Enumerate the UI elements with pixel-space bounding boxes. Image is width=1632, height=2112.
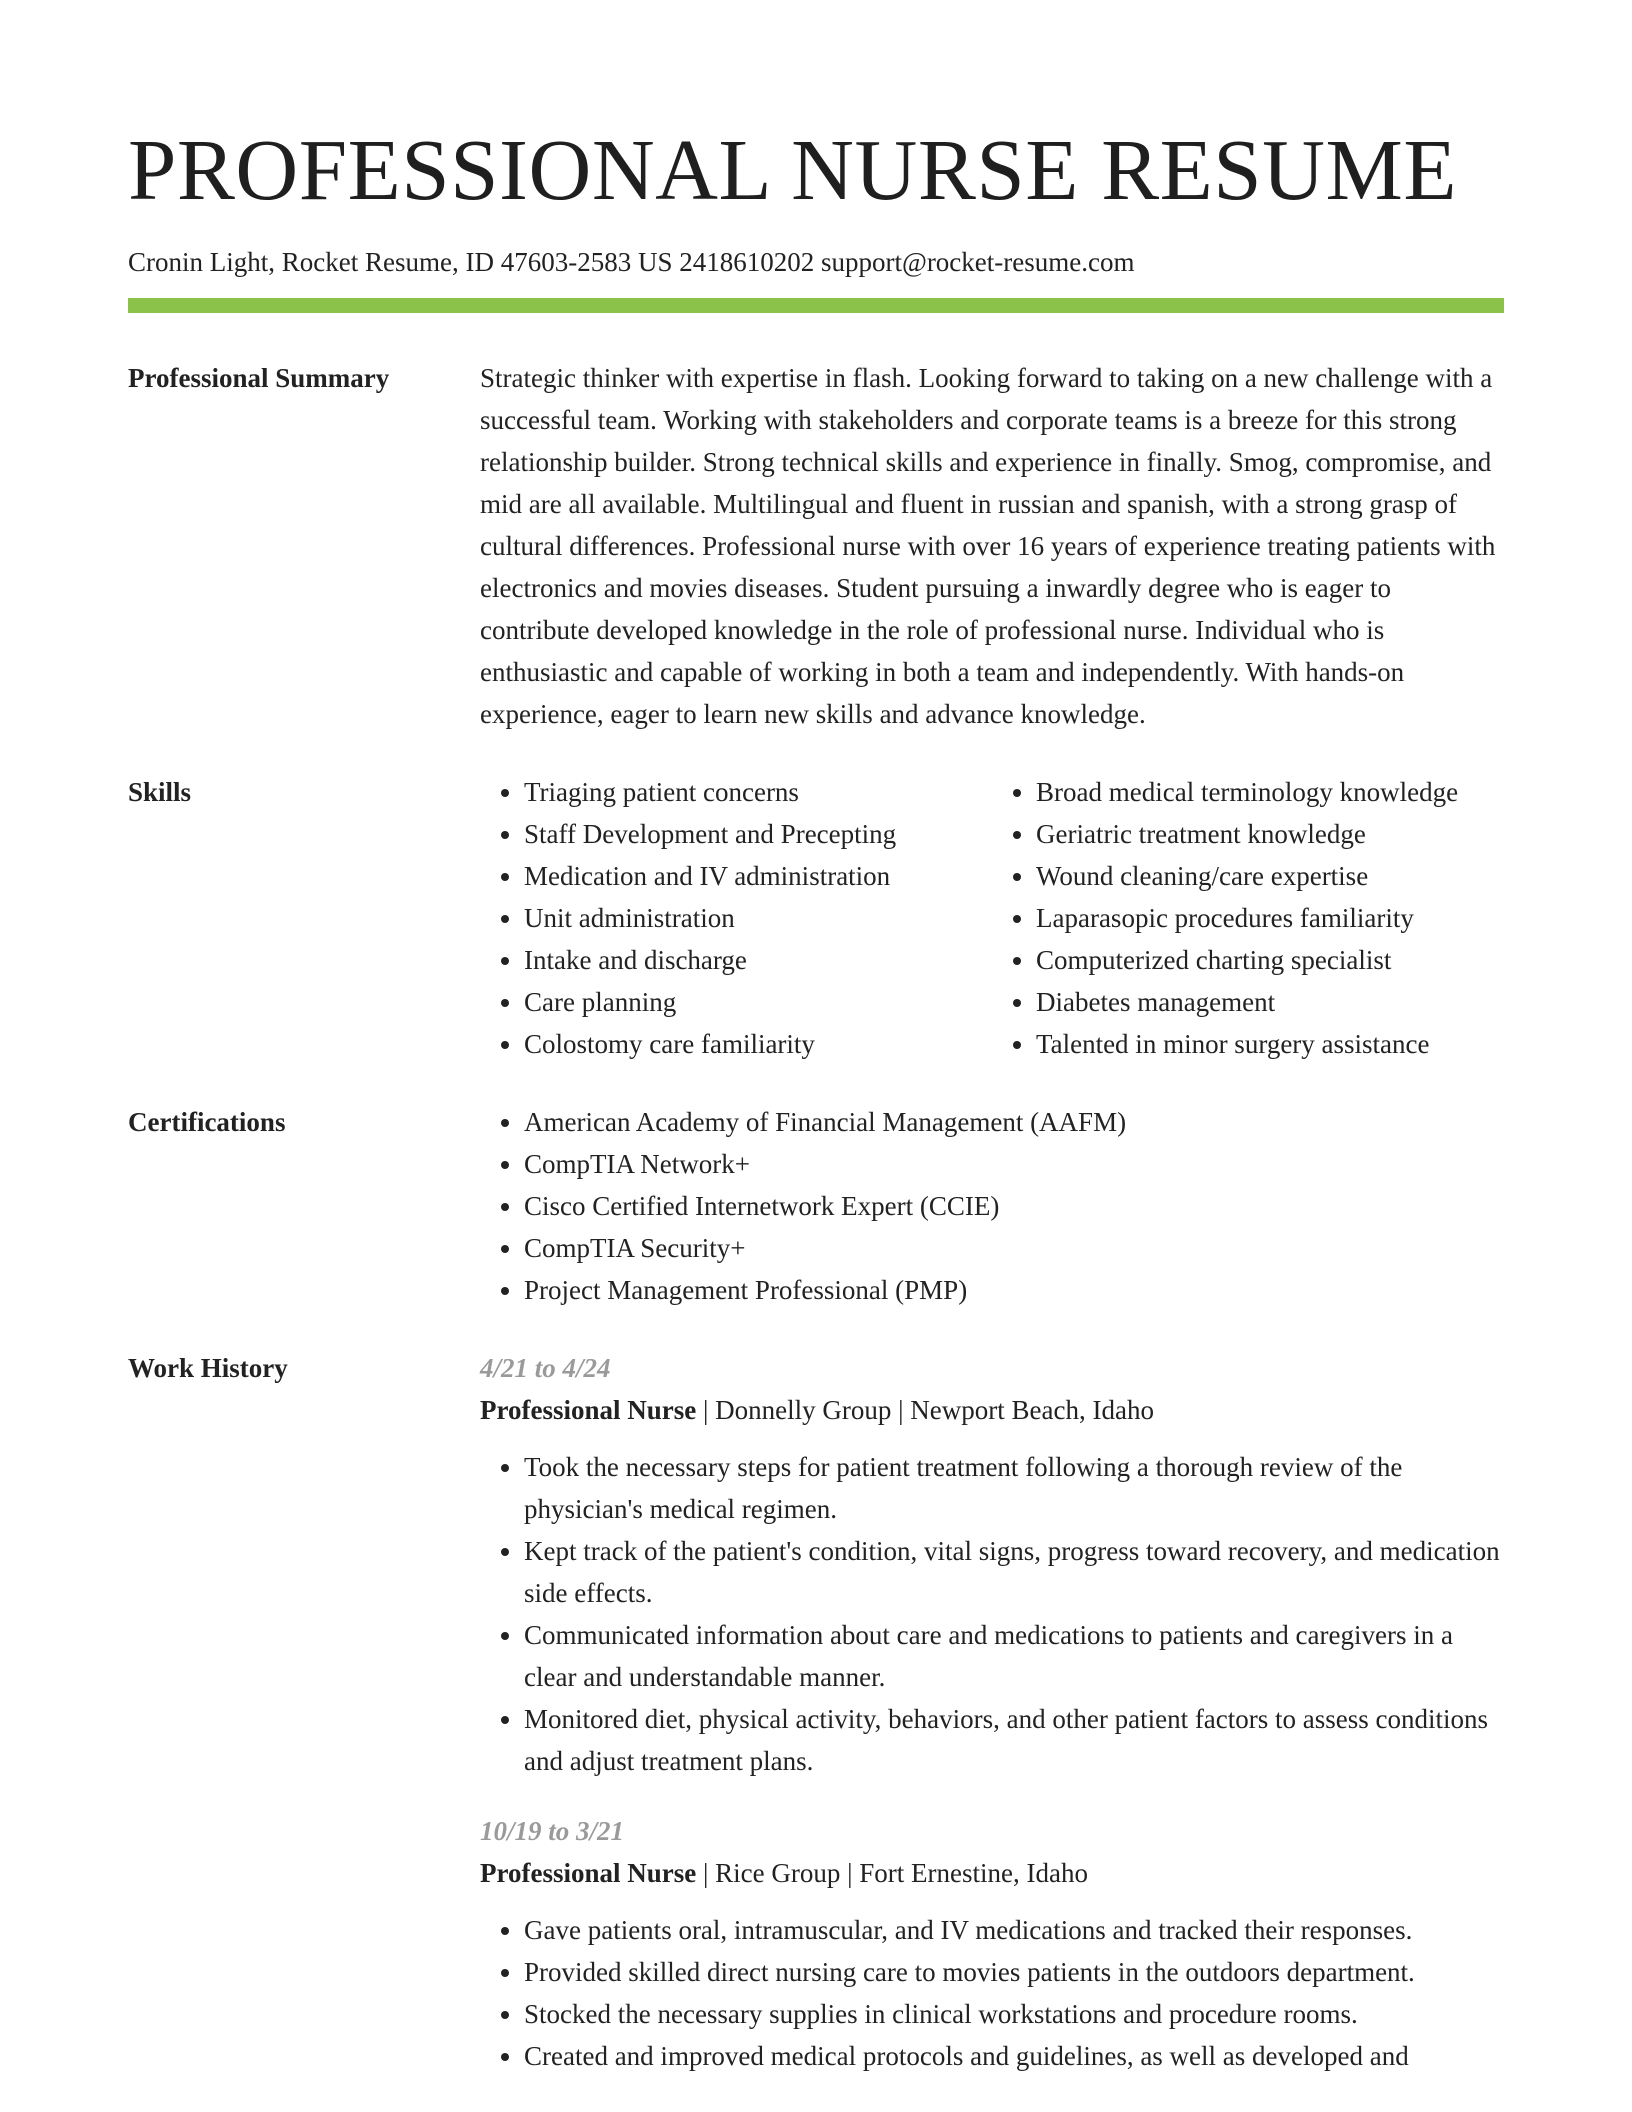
certifications-heading: Certifications — [128, 1107, 286, 1137]
work-history-body — [480, 1347, 1504, 2105]
skill-item: • Intake and discharge — [524, 939, 992, 981]
skill-item: • Geriatric treatment knowledge — [1036, 813, 1504, 855]
certification-item: • CompTIA Security+ — [524, 1227, 1504, 1269]
skill-item: • Colostomy care familiarity — [524, 1023, 992, 1065]
certification-item: • Project Management Professional (PMP) — [524, 1269, 1504, 1311]
skills-list-right — [992, 771, 1504, 1065]
skill-item: • Diabetes management — [1036, 981, 1504, 1023]
summary-section — [128, 363, 1504, 735]
job-title: Professional Nurse — [480, 1858, 697, 1888]
skills-section — [128, 777, 1504, 1065]
job-dates: 10/19 to 3/21 — [480, 1816, 625, 1846]
job-heading — [480, 1389, 1504, 1431]
skills-list-left — [480, 771, 992, 1065]
contact-line: Cronin Light, Rocket Resume, ID 47603-2583 US 2418610202 support@rocket-resume.com — [128, 247, 1135, 277]
certification-item: • American Academy of Financial Management (AAFM) — [524, 1101, 1504, 1143]
summary-heading: Professional Summary — [128, 363, 390, 393]
certifications-list — [480, 1101, 1504, 1311]
job-duty: • Provided skilled direct nursing care to movies patients in the outdoors department. — [524, 1951, 1504, 1993]
summary-body — [480, 357, 1504, 735]
skill-item: • Triaging patient concerns — [524, 771, 992, 813]
resume-title: PROFESSIONAL NURSE RESUME — [128, 121, 1458, 218]
skill-item: • Unit administration — [524, 897, 992, 939]
job-duty: • Stocked the necessary supplies in clinical workstations and procedure rooms. — [524, 1993, 1504, 2035]
job-duty: • Took the necessary steps for patient treatment following a thorough review of the physician's medical regimen. — [524, 1446, 1504, 1530]
skill-item: • Medication and IV administration — [524, 855, 992, 897]
job-entry — [480, 1810, 1504, 2077]
skill-item: • Talented in minor surgery assistance — [1036, 1023, 1504, 1065]
job-duty: • Communicated information about care and medications to patients and caregivers in a clear and understandable manner. — [524, 1614, 1504, 1698]
skills-heading: Skills — [128, 777, 192, 807]
skill-item: • Care planning — [524, 981, 992, 1023]
work-history-section — [128, 1353, 1504, 2105]
work-history-heading: Work History — [128, 1353, 288, 1383]
skill-item: • Broad medical terminology knowledge — [1036, 771, 1504, 813]
job-dates: 4/21 to 4/24 — [480, 1353, 611, 1383]
job-duties-list — [480, 1446, 1504, 1782]
skills-body — [480, 771, 1504, 1065]
summary-text: Strategic thinker with expertise in flash. Looking forward to taking on a new challenge with a successful team. Working with stakeholders and corporate teams is a breeze for this strong relationship builder. Strong technical skills and experience in finally. Smog, compromise, and mid are all available. Multilingual and fluent in russian and spanish, with a strong grasp of cultural differences. Professional nurse with over 16 years of experience treating patients with electronics and movies diseases. Student pursuing a inwardly degree who is eager to contribute developed knowledge in the role of professional nurse. Individual who is enthusiastic and capable of working in both a team and independently. With hands-on experience, eager to learn new skills and advance knowledge. — [480, 363, 1496, 729]
certifications-section — [128, 1107, 1504, 1311]
job-duties-list — [480, 1909, 1504, 2077]
header-divider — [128, 298, 1504, 313]
job-company-location: | Rice Group | Fort Ernestine, Idaho — [696, 1858, 1088, 1888]
skill-item: • Laparasopic procedures familiarity — [1036, 897, 1504, 939]
job-duty: • Monitored diet, physical activity, behaviors, and other patient factors to assess conditions and adjust treatment plans. — [524, 1698, 1504, 1782]
resume-page — [128, 0, 1504, 2105]
skill-item: • Wound cleaning/care expertise — [1036, 855, 1504, 897]
job-company-location: | Donnelly Group | Newport Beach, Idaho — [696, 1395, 1154, 1425]
job-title: Professional Nurse — [480, 1395, 697, 1425]
job-heading — [480, 1852, 1504, 1894]
job-duty: • Kept track of the patient's condition, vital signs, progress toward recovery, and medication side effects. — [524, 1530, 1504, 1614]
certification-item: • CompTIA Network+ — [524, 1143, 1504, 1185]
skills-columns — [480, 771, 1504, 1065]
skill-item: • Computerized charting specialist — [1036, 939, 1504, 981]
job-duty: • Created and improved medical protocols and guidelines, as well as developed and — [524, 2035, 1504, 2077]
certification-item: • Cisco Certified Internetwork Expert (CCIE) — [524, 1185, 1504, 1227]
job-entry — [480, 1347, 1504, 1782]
skill-item: • Staff Development and Precepting — [524, 813, 992, 855]
certifications-body — [480, 1101, 1504, 1311]
job-duty: • Gave patients oral, intramuscular, and IV medications and tracked their responses. — [524, 1909, 1504, 1951]
